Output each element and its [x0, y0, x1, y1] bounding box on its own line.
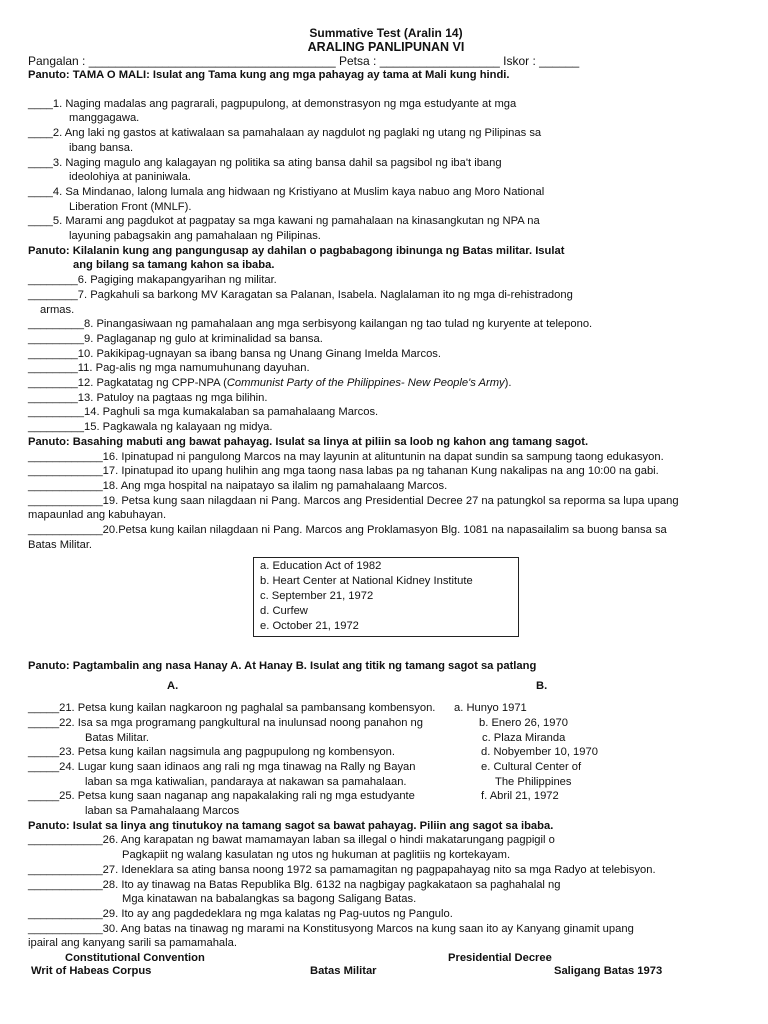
answer-blank[interactable]: ________	[28, 288, 78, 301]
question-item: _________14. Paghuli sa mga kumakalaban sa pamahalaang Marcos.	[28, 406, 379, 419]
answer-blank[interactable]: ________	[28, 274, 78, 287]
column-b-item: b. Enero 26, 1970	[479, 716, 568, 729]
matching-row	[28, 775, 744, 790]
matching-row	[28, 745, 744, 760]
part2-instruction-cont: ang bilang sa tamang kahon sa ibaba.	[73, 259, 275, 272]
choice-item: c. September 21, 1972	[260, 589, 374, 602]
matching-row	[28, 760, 744, 775]
answer-blank[interactable]: _________	[28, 421, 84, 434]
column-a-item: _____22. Isa sa mga programang pangkultural na inulunsad noong panahon ng	[28, 716, 423, 729]
question-item: ________13. Patuloy na pagtaas ng mga bilihin.	[28, 391, 268, 404]
subject-title: ARALING PANLIPUNAN VI	[307, 40, 465, 54]
column-a-item: _____23. Petsa kung kailan nagsimula ang pagpupulong ng kombensyon.	[28, 746, 395, 759]
part1-items: ____1. Naging madalas ang pagrarali, pagpupulong, at demonstrasyon ng mga estudyante at mga manggagawa. ____2. Ang laki ng gastos at katiwalaan sa pamahalaan ay nagdulot ng paglaki ng utang ng Pilipinas sa ibang bansa. ____3. Naging magulo ang kalagayan ng politika sa ating bansa dahil sa pagsibol ng iba't ibang ideolohiya at paniniwala. ____4. Sa Mindanao, lalong lumala ang hidwaan ng Kristiyano at Muslim kaya nabuo ang Moro National Liberation Front (MNLF). ____5. Marami ang pagdukot at pagpatay sa mga kawani ng pamahalaan na kinasangkutan ng NPA na layuning pabagsakin ang pamahalaan ng Pilipinas.	[28, 97, 744, 244]
part2-instruction: Panuto: Kilalanin kung ang pangungusap ay dahilan o pagbabagong ibinunga ng Batas militar. Isulat	[28, 244, 565, 257]
column-b-item: c. Plaza Miranda	[482, 731, 566, 744]
answer-blank[interactable]: ________	[28, 391, 78, 404]
score-label: Iskor :	[499, 54, 540, 68]
answer-choice: Writ of Habeas Corpus	[31, 965, 152, 978]
answer-blank[interactable]: ____	[28, 127, 53, 140]
question-item: ____5. Marami ang pagdukot at pagpatay sa mga kawani ng pamahalaan na kinasangkutan ng NPA na	[28, 215, 540, 228]
answer-blank[interactable]: _________	[28, 406, 84, 419]
choice-item: e. October 21, 1972	[260, 619, 359, 632]
question-item: ________11. Pag-alis ng mga namumuhunang dayuhan.	[28, 362, 310, 375]
column-a-item: Batas Militar.	[85, 731, 150, 744]
student-info-line	[28, 54, 744, 68]
question-item: ____________20.Petsa kung kailan nilagdaan ni Pang. Marcos ang Proklamasyon Blg. 1081 na napasailalim sa buong bansa sa	[28, 524, 667, 537]
question-item: ____________26. Ang karapatan ng bawat mamamayan laban sa illegal o hindi makatarungang pagpigil o	[28, 834, 555, 847]
answer-blank[interactable]: ____________	[28, 524, 103, 537]
choice-item: d. Curfew	[260, 604, 308, 617]
column-a-item: _____21. Petsa kung kailan nagkaroon ng paghalal sa pambansang kombensyon.	[28, 702, 436, 715]
column-b-item: f. Abril 21, 1972	[481, 790, 559, 803]
matching-row	[28, 789, 744, 804]
answer-blank[interactable]: ____________	[28, 907, 103, 920]
part3-items: ____________16. Ipinatupad ni pangulong Marcos na may layunin at alituntunin na dapat sundin sa sampung taong edukasyon. ____________17. Ipinatupad ito upang hulihin ang mga taong nasa labas pa ng tahanan Kung nakalipas na ang 10:00 na gabi. ____________18. Ang mga hospital na naipatayo sa ilalim ng pamahalaang Marcos. ____________19. Petsa kung saan nilagdaan ni Pang. Marcos ang Presidential Decree 27 na patungkol sa reporma sa lupa upang mapaunlad ang kabuhayan. ____________20.Petsa kung kailan nilagdaan ni Pang. Marcos ang Proklamasyon Blg. 1081 na napasailalim sa buong bansa sa Batas Militar.	[28, 450, 744, 553]
answer-blank[interactable]: ____	[28, 156, 53, 169]
column-a-item: laban sa Pamahalaang Marcos	[85, 805, 240, 818]
part2-items: ________6. Pagiging makapangyarihan ng militar. ________7. Pagkahuli sa barkong MV Karagatan sa Palanan, Isabela. Naglalaman ito ng mga di-rehistradong armas. _________8. Pinangasiwaan ng pamahalaan ang mga serbisyong kailangan ng tao tulad ng kuryente at telepono. _________9. Paglaganap ng gulo at kriminalidad sa bansa. ________10. Pakikipag-ugnayan sa ibang bansa ng Unang Ginang Imelda Marcos. ________11. Pag-alis ng mga namumuhunang dayuhan. ________12. Pagkatatag ng CPP-NPA (Communist Party of the Philippines- New People's Army). ________13. Patuloy na pagtaas ng mga bilihin. _________14. Paghuli sa mga kumakalaban sa pamahalaang Marcos. _________15. Pagkawala ng kalayaan ng midya.	[28, 273, 744, 435]
answer-blank[interactable]: ________	[28, 362, 78, 375]
column-a-item: _____25. Petsa kung saan naganap ang napakalaking rali ng mga estudyante	[28, 790, 415, 803]
column-b-item: a. Hunyo 1971	[454, 702, 527, 715]
question-item: ________10. Pakikipag-ugnayan sa ibang bansa ng Unang Ginang Imelda Marcos.	[28, 347, 441, 360]
column-b-header: B.	[536, 680, 548, 693]
question-item: ____3. Naging magulo ang kalagayan ng politika sa ating bansa dahil sa pagsibol ng iba't ibang	[28, 156, 502, 169]
answer-blank[interactable]: ____________	[28, 922, 103, 935]
test-page	[28, 26, 744, 979]
question-item: ____1. Naging madalas ang pagrarali, pagpupulong, at demonstrasyon ng mga estudyante at mga	[28, 97, 517, 110]
column-b-item: The Philippines	[495, 775, 572, 788]
answer-blank[interactable]: ____________	[28, 878, 103, 891]
column-a-header: A.	[167, 680, 179, 693]
choice-item: b. Heart Center at National Kidney Institute	[260, 574, 473, 587]
answer-blank[interactable]: ____________	[28, 494, 103, 507]
answer-choice: Batas Militar	[310, 965, 377, 978]
question-item: ____________19. Petsa kung saan nilagdaan ni Pang. Marcos ang Presidential Decree 27 na patungkol sa reporma sa lupa upang	[28, 494, 679, 507]
matching-row	[28, 716, 744, 731]
part1-instruction: Panuto: TAMA O MALI: Isulat ang Tama kung ang mga pahayag ay tama at Mali kung hindi.	[28, 69, 510, 81]
name-label: Pangalan :	[28, 54, 89, 68]
part5-instruction: Panuto: Isulat sa linya ang tinutukoy na tamang sagot sa bawat pahayag. Piliin ang sagot sa ibaba.	[28, 819, 554, 832]
question-item: ________12. Pagkatatag ng CPP-NPA (Communist Party of the Philippines- New People's Army).	[28, 377, 512, 390]
question-item: ____4. Sa Mindanao, lalong lumala ang hidwaan ng Kristiyano at Muslim kaya nabuo ang Moro National	[28, 185, 545, 198]
answer-blank[interactable]: ____________	[28, 834, 103, 847]
matching-row	[28, 731, 744, 746]
question-item: ____________30. Ang batas na tinawag ng marami na Konstitusyong Marcos na kung saan ito ay Kanyang ginamit upang	[28, 922, 634, 935]
score-field[interactable]: ______	[539, 54, 580, 68]
matching-row	[28, 701, 744, 716]
answer-blank[interactable]: _________	[28, 332, 84, 345]
question-item: ____________16. Ipinatupad ni pangulong Marcos na may layunin at alituntunin na dapat sundin sa sampung taong edukasyon.	[28, 450, 664, 463]
column-b-item: d. Nobyember 10, 1970	[481, 746, 598, 759]
answer-blank[interactable]: ____	[28, 97, 53, 110]
question-item: ____________29. Ito ay ang pagdedeklara ng mga kalatas ng Pag-uutos ng Pangulo.	[28, 907, 453, 920]
part3-instruction: Panuto: Basahing mabuti ang bawat pahayag. Isulat sa linya at piliin sa loob ng kahon ang tamang sagot.	[28, 435, 589, 448]
answer-blank[interactable]: ____________	[28, 465, 103, 478]
question-item: ____________28. Ito ay tinawag na Batas Republika Blg. 6132 na nagbigay pagkakataon sa paghahalal ng	[28, 878, 561, 891]
answer-choice: Constitutional Convention	[65, 952, 205, 965]
name-field[interactable]: _____________________________________	[88, 54, 336, 68]
choice-item: a. Education Act of 1982	[260, 559, 382, 572]
answer-blank[interactable]: ____	[28, 185, 53, 198]
answer-blank[interactable]: ____________	[28, 450, 103, 463]
part4-instruction: Panuto: Pagtambalin ang nasa Hanay A. At Hanay B. Isulat ang titik ng tamang sagot sa patlang	[28, 659, 537, 672]
answer-blank[interactable]: _________	[28, 318, 84, 331]
answer-choice: Saligang Batas 1973	[554, 965, 663, 978]
question-item: ________7. Pagkahuli sa barkong MV Karagatan sa Palanan, Isabela. Naglalaman ito ng mga di-rehistradong	[28, 288, 573, 301]
question-item: ____________18. Ang mga hospital na naipatayo sa ilalim ng pamahalaang Marcos.	[28, 479, 448, 492]
matching-row	[28, 804, 744, 819]
part5-answer-choices	[28, 951, 744, 979]
date-label: Petsa :	[335, 54, 380, 68]
question-item: ________6. Pagiging makapangyarihan ng militar.	[28, 274, 277, 287]
part5-items: ____________26. Ang karapatan ng bawat mamamayan laban sa illegal o hindi makatarungang pagpigil o Pagkapiit ng walang kasulatan ng utos ng hukuman at paglitiis ng kortekayam. ____________27. Ideneklara sa ating bansa noong 1972 sa pamamagitan ng pagpapahayag nito sa mga Radyo at telebisyon. ____________28. Ito ay tinawag na Batas Republika Blg. 6132 na nagbigay pagkakataon sa paghahalal ng Mga kinatawan na babalangkas sa bagong Saligang Batas. ____________29. Ito ay ang pagdedeklara ng mga kalatas ng Pag-uutos ng Pangulo. ____________30. Ang batas na tinawag ng marami na Konstitusyong Marcos na kung saan ito ay Kanyang ginamit upang ipairal ang kanyang sarili sa pamamahala.	[28, 833, 744, 951]
test-title: Summative Test (Aralin 14)	[309, 26, 463, 40]
matching-table	[28, 701, 744, 819]
question-item: _________15. Pagkawala ng kalayaan ng midya.	[28, 421, 273, 434]
answer-choice: Presidential Decree	[448, 952, 552, 965]
question-item: ____________27. Ideneklara sa ating bansa noong 1972 sa pamamagitan ng pagpapahayag nito sa mga Radyo at telebisyon.	[28, 863, 656, 876]
answer-blank[interactable]: ____________	[28, 479, 103, 492]
answer-blank[interactable]: ____________	[28, 863, 103, 876]
column-a-item: laban sa mga katiwalian, pandaraya at nakawan sa pamahalaan.	[85, 775, 407, 788]
date-field[interactable]: __________________	[379, 54, 500, 68]
question-item: ____________17. Ipinatupad ito upang hulihin ang mga taong nasa labas pa ng tahanan Kung nakalipas na ang 10:00 na gabi.	[28, 465, 659, 478]
answer-choices-box	[253, 557, 519, 637]
question-item: _________8. Pinangasiwaan ng pamahalaan ang mga serbisyong kailangan ng tao tulad ng kuryente at telepono.	[28, 318, 593, 331]
answer-blank[interactable]: ________	[28, 377, 78, 390]
column-b-item: e. Cultural Center of	[481, 760, 582, 773]
column-headers	[28, 679, 744, 695]
question-item: _________9. Paglaganap ng gulo at kriminalidad sa bansa.	[28, 332, 323, 345]
question-item: ____2. Ang laki ng gastos at katiwalaan sa pamahalaan ay nagdulot ng paglaki ng utang ng Pilipinas sa	[28, 127, 542, 140]
answer-blank[interactable]: ________	[28, 347, 78, 360]
column-a-item: _____24. Lugar kung saan idinaos ang rali ng mga tinawag na Rally ng Bayan	[28, 760, 416, 773]
answer-blank[interactable]: ____	[28, 215, 53, 228]
